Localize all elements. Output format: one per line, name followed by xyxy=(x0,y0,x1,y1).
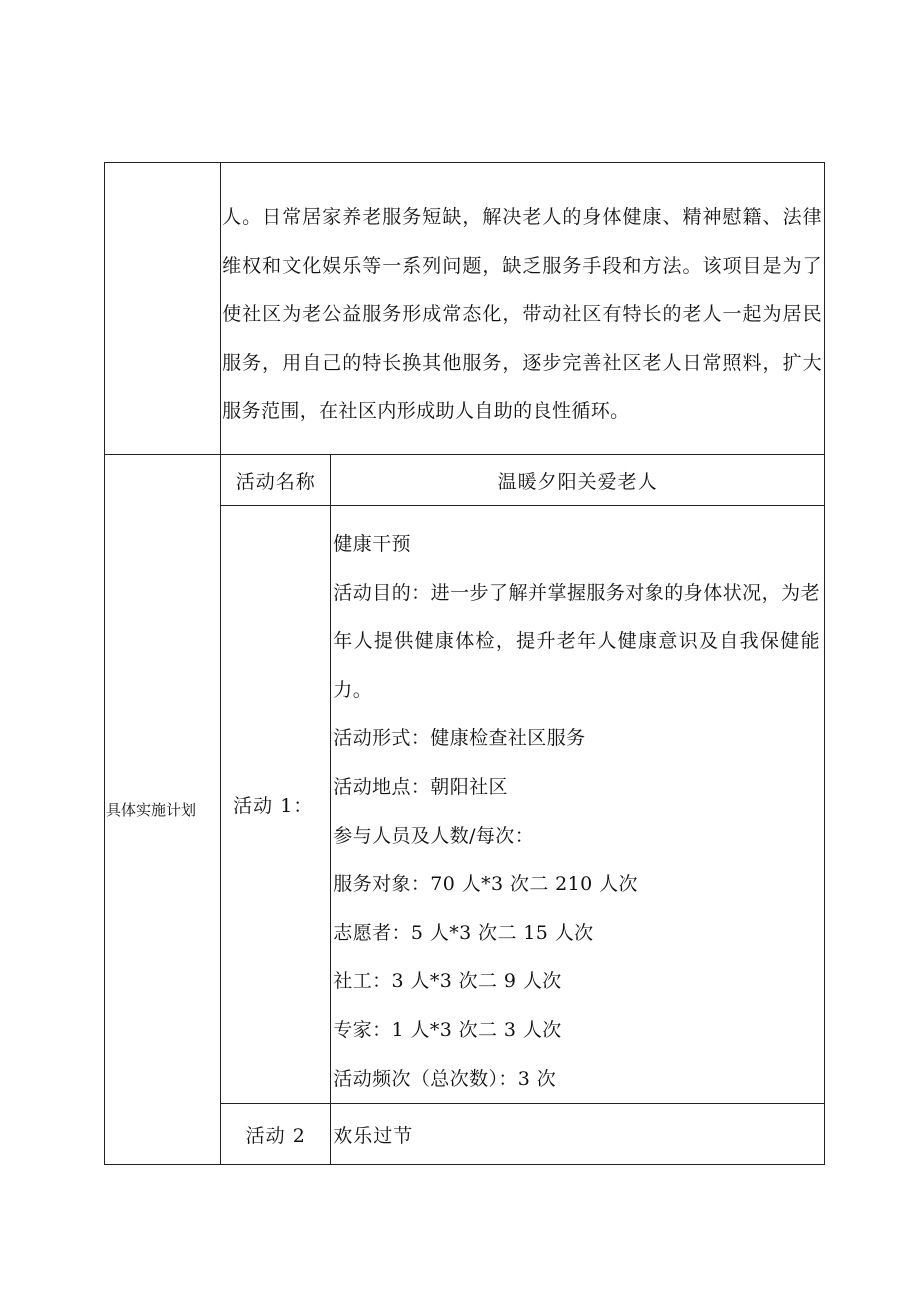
activity1-volunteers: 志愿者：5 人*3 次二 15 人次 xyxy=(333,921,594,944)
activity1-location: 活动地点：朝阳社区 xyxy=(333,775,508,798)
intro-left-cell xyxy=(105,163,221,455)
activity1-frequency: 活动频次（总次数）：3 次 xyxy=(333,1067,557,1090)
activity1-service-targets: 服务对象：70 人*3 次二 210 人次 xyxy=(333,873,638,896)
activity1-social-workers: 社工：3 人*3 次二 9 人次 xyxy=(333,970,562,993)
activity-name-row xyxy=(105,455,825,506)
project-background-text: 人。日常居家养老服务短缺，解决老人的身体健康、精神慰籍、法律维权和文化娱乐等一系列问题，缺乏服务手段和方法。该项目是为了使社区为老公益服务形成常态化，带动社区有特长的老人一起为居民服务，用自己的特长换其他服务，逐步完善社区老人日常照料，扩大服务范围，在社区内形成助人自助的良性循环。 xyxy=(222,206,822,422)
activity1-participants-heading: 参与人员及人数/每次： xyxy=(333,824,535,847)
project-plan-table xyxy=(104,162,825,1165)
activity1-experts: 专家：1 人*3 次二 3 人次 xyxy=(333,1018,562,1041)
activity-name-label: 活动名称 xyxy=(221,455,331,506)
activity1-title: 健康干预 xyxy=(333,533,411,555)
intro-row xyxy=(105,163,825,455)
activity1-form: 活动形式：健康检查社区服务 xyxy=(333,727,586,750)
activity2-label: 活动 2 xyxy=(221,1104,331,1165)
activity1-label: 活动 1： xyxy=(221,506,331,1104)
activity-name-value: 温暖夕阳关爱老人 xyxy=(331,455,825,506)
activity1-details xyxy=(331,506,825,1104)
intro-text-cell xyxy=(221,163,825,455)
activity2-title: 欢乐过节 xyxy=(331,1104,825,1165)
section-label-implementation-plan: 具体实施计划 xyxy=(105,455,221,1165)
activity1-goal: 活动目的：进一步了解并掌握服务对象的身体状况，为老年人提供健康体检，提升老年人健康意识及自我保健能力。 xyxy=(333,581,820,701)
